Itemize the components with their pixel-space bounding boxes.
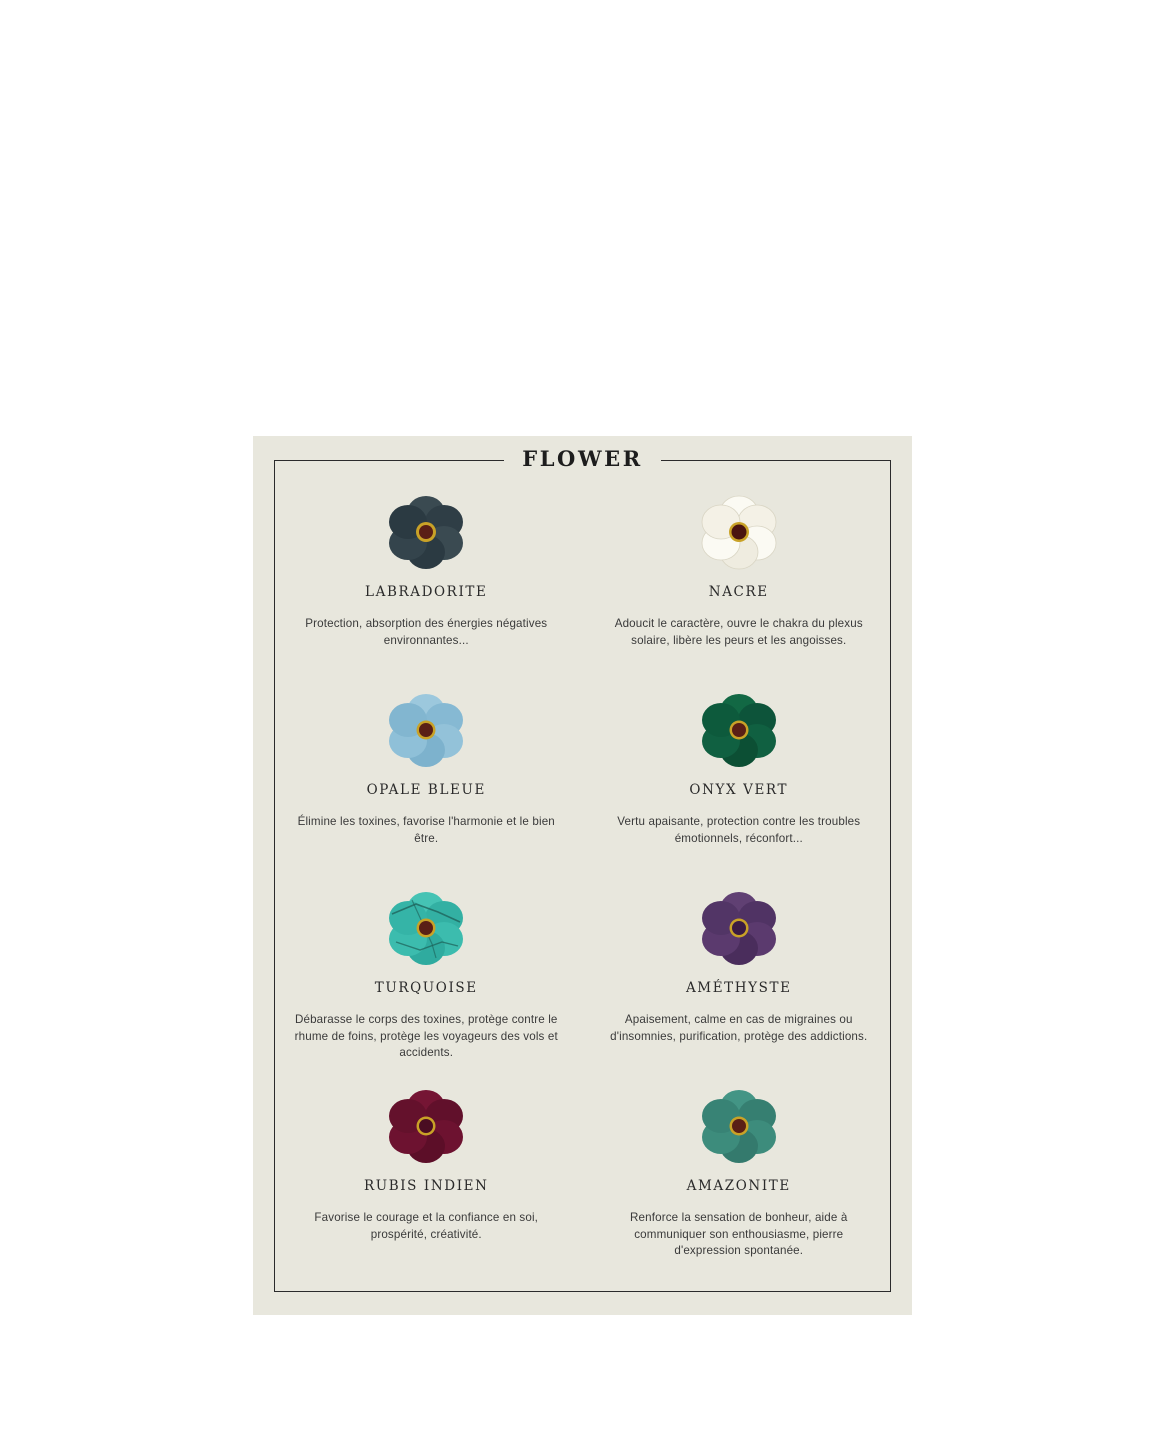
list-item (588, 680, 891, 878)
list-item (588, 482, 891, 680)
list-item (588, 878, 891, 1076)
stone-grid (275, 482, 890, 1305)
stone-description: Adoucit le caractère, ouvre le chakra du plexus solaire, libère les peurs et les angoisses. (614, 617, 863, 647)
stone-name: LABRADORITE (365, 584, 488, 600)
stone-name: OPALE BLEUE (366, 782, 486, 798)
flower-icon (687, 488, 791, 576)
stone-description: Favorise le courage et la confiance en soi, prospérité, créativité. (314, 1211, 539, 1241)
flower-info-card (253, 436, 912, 1315)
stone-name: AMÉTHYSTE (685, 980, 792, 996)
stone-name: RUBIS INDIEN (363, 1178, 489, 1194)
stone-name: TURQUOISE (374, 980, 478, 996)
list-item (588, 1076, 891, 1274)
list-item (275, 878, 578, 1076)
list-item (275, 482, 578, 680)
list-item (275, 1076, 578, 1274)
stone-description: Renforce la sensation de bonheur, aide à communiquer son enthousiasme, pierre d'expression spontanée. (630, 1211, 848, 1257)
page-title: FLOWER (504, 444, 661, 474)
flower-icon (374, 884, 478, 972)
stone-description: Élimine les toxines, favorise l'harmonie et le bien être. (297, 815, 555, 845)
stone-name: AMAZONITE (686, 1178, 791, 1194)
stone-description: Débarasse le corps des toxines, protège contre le rhume de foins, protège les voyageurs des vols et accidents. (294, 1013, 558, 1059)
flower-icon (687, 884, 791, 972)
stone-description: Vertu apaisante, protection contre les troubles émotionnels, réconfort... (617, 815, 861, 845)
flower-icon (374, 488, 478, 576)
stone-name: ONYX VERT (689, 782, 789, 798)
stone-description: Protection, absorption des énergies négatives environnantes... (305, 617, 548, 647)
flower-icon (374, 1082, 478, 1170)
flower-icon (687, 686, 791, 774)
stone-description: Apaisement, calme en cas de migraines ou d'insomnies, purification, protège des addictions. (610, 1013, 868, 1043)
flower-icon (374, 686, 478, 774)
stone-name: NACRE (708, 584, 769, 600)
flower-icon (687, 1082, 791, 1170)
list-item (275, 680, 578, 878)
